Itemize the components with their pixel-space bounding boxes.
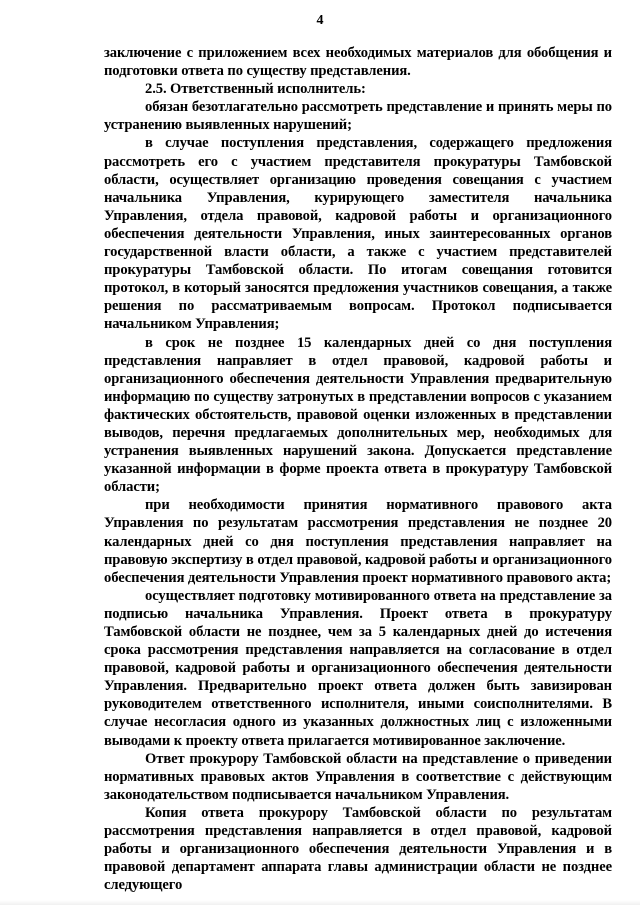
paragraph-normative-act: при необходимости принятия нормативного правового акта Управления по результатам рассмотрения представления не позднее 20 календарных дней со дня поступления представления направляет на правовую экспертизу в отдел правовой, кадровой работы и организационного обеспечения деятельности Управления проект нормативного правового акта; [104, 497, 612, 586]
document-body [104, 44, 612, 894]
paragraph-obligation: обязан безотлагательно рассмотреть представление и принять меры по устранению выявленных нарушений; [104, 99, 612, 134]
paragraph-motivated-answer: осуществляет подготовку мотивированного ответа на представление за подписью начальника Управления. Проект ответа в прокуратуру Тамбовской области не позднее, чем за 5 календарных дней до истечения срока рассмотрения представления направляется на согласование в отдел правовой, кадровой работы и организационного обеспечения деятельности Управления. Предварительно проект ответа должен быть завизирован руководителем ответственного исполнителя, иными соисполнителями. В случае несогласия одного из указанных должностных лиц с изложенными выводами к проекту ответа прилагается мотивированное заключение. [104, 587, 612, 749]
paragraph-15-days: в срок не позднее 15 календарных дней со дня поступления представления направляет в отдел правовой, кадровой работы и организационного обеспечения деятельности Управления предварительную информацию по существу затронутых в представлении вопросов с указанием фактических обстоятельств, правовой оценки изложенных в представлении выводов, перечня предлагаемых дополнительных мер, необходимых для устранения выявленных нарушений закона. Допускается представление указанной информации в форме проекта ответа в прокуратуру Тамбовской области; [104, 334, 612, 496]
paragraph-conclusion: заключение с приложением всех необходимых материалов для обобщения и подготовки ответа по существу представления. [104, 45, 612, 80]
paragraph-answer-copy: Копия ответа прокурору Тамбовской области по результатам рассмотрения представления направляется в отдел правовой, кадровой работы и организационного обеспечения деятельности Управления и в правовой департамент аппарата главы администрации области не позднее следующего [104, 804, 612, 894]
scan-bottom-edge [0, 900, 640, 905]
paragraph-meeting: в случае поступления представления, содержащего предложения рассмотреть его с участием представителя прокуратуры Тамбовской области, осуществляет организацию проведения совещания с участием начальника Управления, курирующего заместителя начальника Управления, отдела правовой, кадровой работы и организационного обеспечения деятельности Управления, иных заинтересованных органов государственной власти области, а также с участием представителей прокуратуры Тамбовской области. По итогам совещания готовится протокол, в который заносятся предложения участников совещания, а также решения по рассматриваемым вопросам. Протокол подписывается начальником Управления; [104, 135, 612, 333]
section-heading-2-5: 2.5. Ответственный исполнитель: [145, 81, 366, 98]
paragraph-answer-signature: Ответ прокурору Тамбовской области на представление о приведении нормативных правовых актов Управления в соответствие с действующим законодательством подписывается начальником Управления. [104, 750, 612, 803]
page-number: 4 [316, 13, 324, 28]
